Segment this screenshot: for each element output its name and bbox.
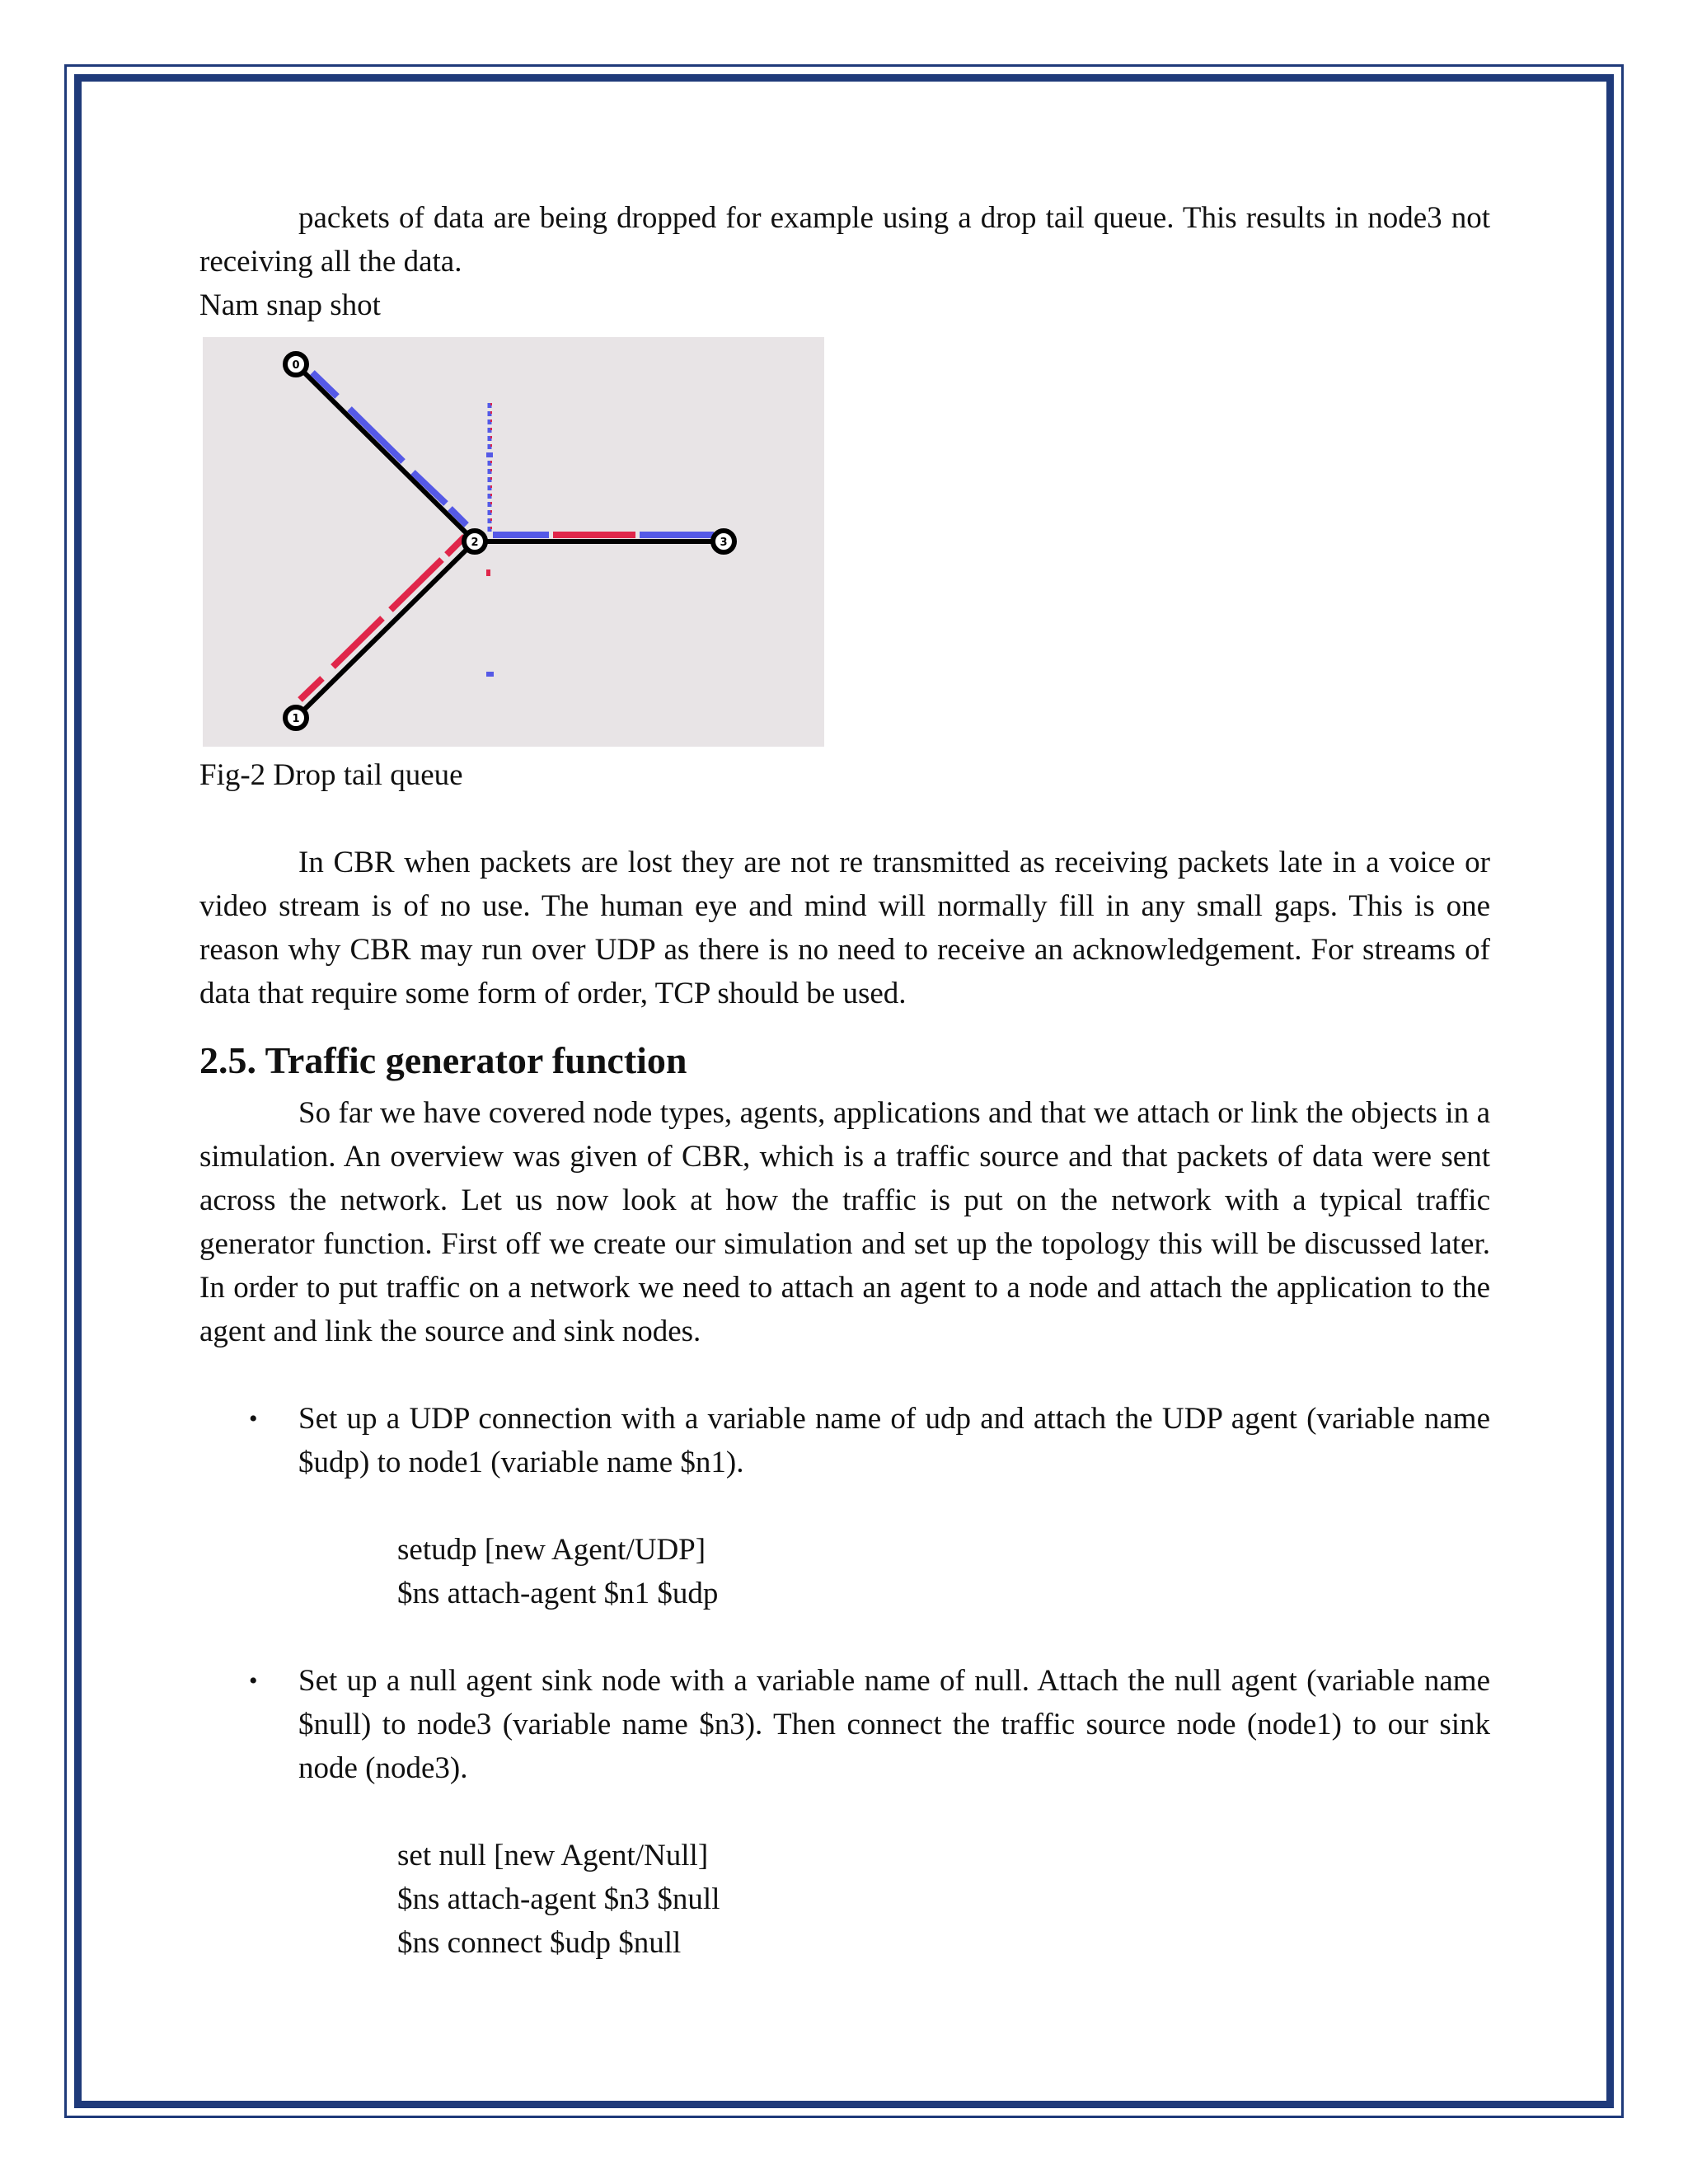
figure-caption: Fig-2 Drop tail queue — [199, 758, 463, 792]
link-1-2 — [296, 541, 475, 718]
code-line: $ns attach-agent $n3 $null — [397, 1882, 720, 1916]
paragraph-cbr: In CBR when packets are lost they are not re transmitted as receiving packets late in a voice or video stream is of no use. The human eye and mind will normally fill in any small gaps. This is one reason why CBR may run over UDP as there is no need to receive an acknowledgement. For streams of data that require some form of order, TCP should be used. — [199, 846, 1490, 1010]
code-line: setudp [new Agent/UDP] — [397, 1533, 706, 1567]
node-1-label: 1 — [292, 713, 300, 725]
code-line: $ns connect $udp $null — [397, 1926, 682, 1960]
code-line: $ns attach-agent $n1 $udp — [397, 1577, 719, 1610]
nam-snapshot-figure — [203, 337, 824, 747]
code-block-null — [199, 1834, 1490, 1965]
steps-list — [199, 1397, 1490, 1484]
node-0 — [285, 354, 307, 375]
node-3 — [713, 531, 734, 552]
node-0-label: 0 — [292, 359, 300, 372]
paragraph-drop-tail: packets of data are being dropped for example using a drop tail queue. This results in node3 not receiving all the data. — [199, 201, 1490, 279]
dropped-packet — [486, 569, 490, 576]
node-2 — [464, 531, 485, 552]
list-item — [199, 1659, 1490, 1790]
section-heading: 2.5. Traffic generator function — [199, 1039, 687, 1081]
document-body — [199, 196, 1490, 1965]
bullet-text: Set up a null agent sink node with a variable name of null. Attach the null agent (variable name $null) to node3 (variable name $n3). Then connect the traffic source node (node1) to our sink node (node3). — [298, 1664, 1490, 1785]
node-2-label: 2 — [471, 537, 479, 549]
paragraph-traffic-generator: So far we have covered node types, agents, applications and that we attach or link the objects in a simulation. An overview was given of CBR, which is a traffic source and that packets of data were sent across the network. Let us now look at how the traffic is put on the network with a typical traffic generator function. First off we create our simulation and set up the topology this will be discussed later. In order to put traffic on a network we need to attach an agent to a node and attach the application to the agent and link the source and sink nodes. — [199, 1096, 1490, 1348]
network-topology-diagram — [203, 337, 824, 747]
packet-blue — [349, 409, 403, 462]
dropped-packet — [486, 672, 494, 677]
bullet-icon: • — [249, 1405, 258, 1432]
code-block-udp — [199, 1528, 1490, 1615]
bullet-text: Set up a UDP connection with a variable name of udp and attach the UDP agent (variable name $udp) to node1 (variable name $n1). — [298, 1402, 1490, 1479]
code-line: set null [new Agent/Null] — [397, 1839, 709, 1872]
steps-list — [199, 1659, 1490, 1790]
queue-packet — [486, 452, 493, 457]
list-item — [199, 1397, 1490, 1484]
node-1 — [285, 707, 307, 729]
figure-label: Nam snap shot — [199, 288, 381, 322]
link-0-2 — [296, 364, 475, 541]
node-3-label: 3 — [720, 537, 728, 549]
bullet-icon: • — [249, 1667, 258, 1694]
